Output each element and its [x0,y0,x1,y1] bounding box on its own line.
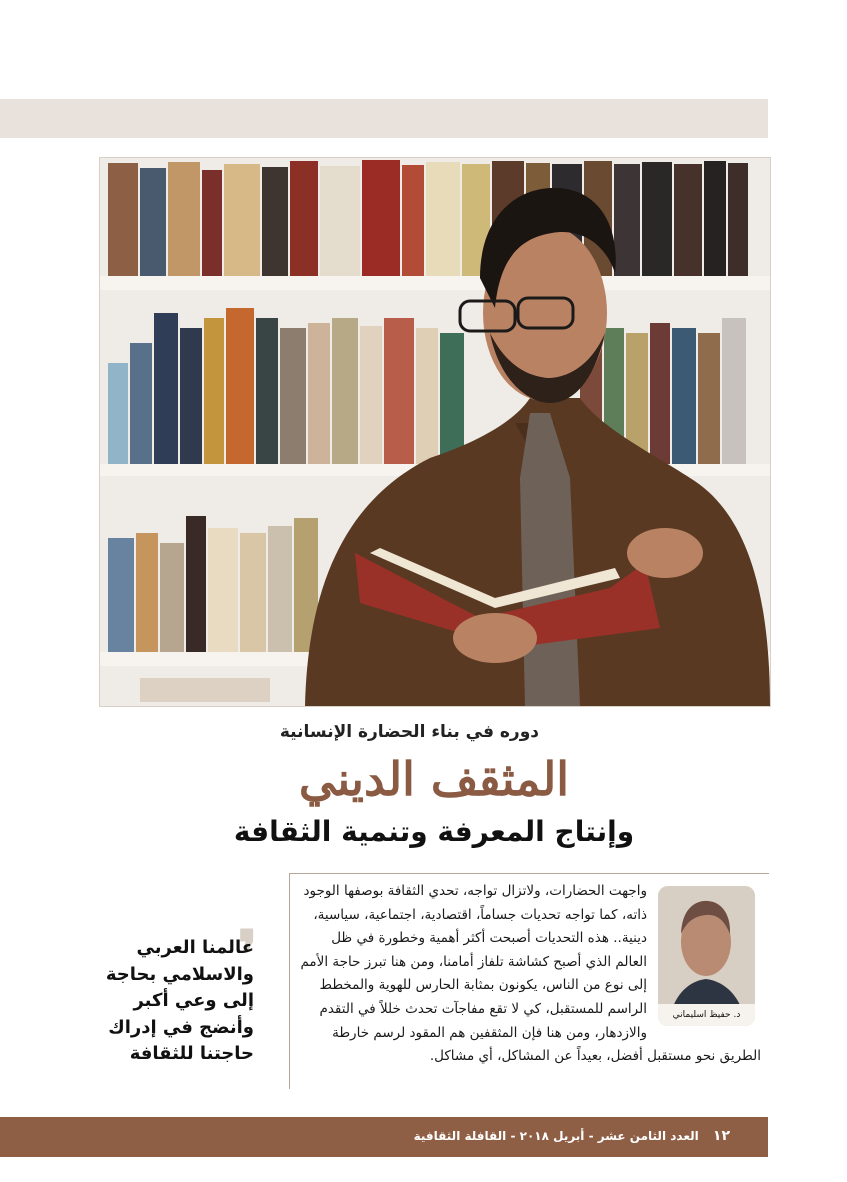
article-paragraph: واجهت الحضارات، ولاتزال تواجه، تحدي الثقافة بوصفها الوجود ذاته، كما تواجه تحديات جساماً، اقتصادية، اجتماعية، سياسية، دينية.. هذه التحديات أصبحت أكثر أهمية وخطورة في ظل العالم الذي أصبح كشاشة تلفاز أمامنا، ومن هنا تبرز حاجة الأمم إلى نوع من الناس، يكونون بمثابة الحارس للهوية والمخطط الراسم للمستقبل، كي لا تقع مفاجآت تحدث خللاً في التقدم والازدهار، ومن هنا فإن المثقفين هم المقود لرسم خارطة الطريق نحو مستقبل أفضل، بعيداً عن المشاكل، أي مشاكل. [300,883,761,1065]
issue-line: العدد الثامن عشر - أبريل ٢٠١٨ - [510,1129,699,1143]
pull-quote: عالمنا العربي والاسلامي بحاجة إلى وعي أكبر وأنضج في إدراك حاجتنا للثقافة [105,937,254,1064]
article-subtitle: وإنتاج المعرفة وتنمية الثقافة [233,815,635,848]
page-number: ١٢ [712,1128,730,1144]
article-body [300,880,761,1069]
quote-mark-icon: ❜ [236,914,260,998]
article-title: المثقف الديني [298,752,570,806]
author-caption: د. حفيظ اسليماني [658,1004,755,1026]
hero-photo [99,157,771,707]
header-band [0,99,768,138]
article-kicker: دوره في بناء الحضارة الإنسانية [279,722,539,742]
footer-text [414,1128,730,1144]
article-body-box [289,873,769,1089]
footer-bar [0,1117,768,1157]
photo-wrap-space [647,880,761,1035]
magazine-name: القافلة الثقافية [413,1129,507,1143]
